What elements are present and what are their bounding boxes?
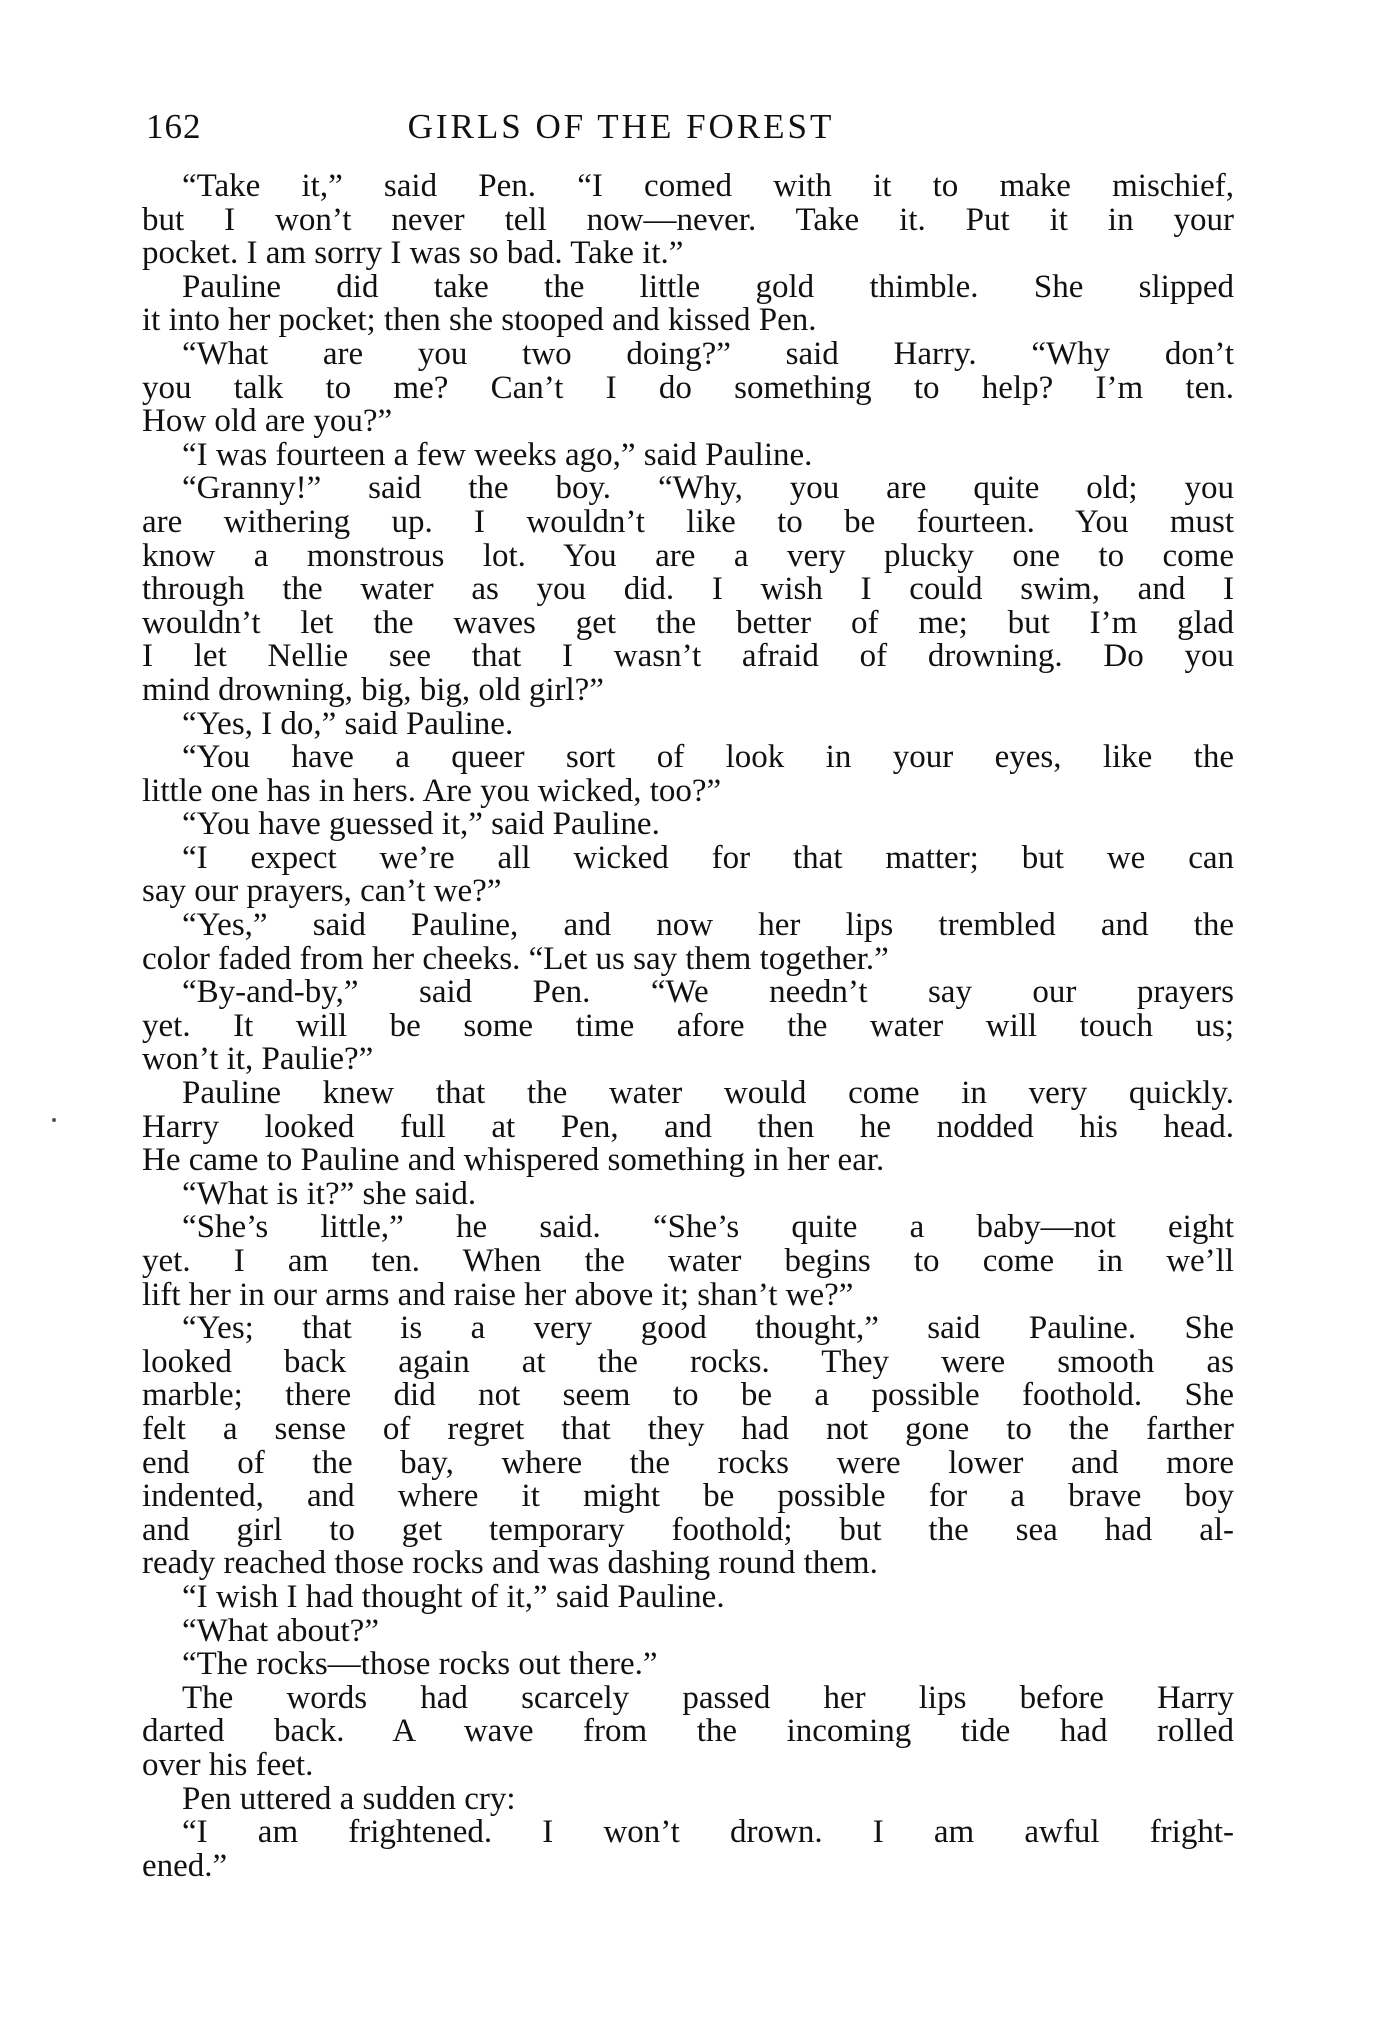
text-line: through the water as you did. I wish I could swim, and I bbox=[142, 573, 1234, 607]
text-line: looked back again at the rocks. They were smooth as bbox=[142, 1345, 1234, 1380]
text-line: little one has in hers. Are you wicked, too?” bbox=[142, 774, 722, 809]
text-line: “Yes, I do,” said Pauline. bbox=[182, 707, 514, 742]
text-line: ened.” bbox=[142, 1849, 228, 1884]
text-line: over his feet. bbox=[142, 1748, 314, 1783]
page-number: 162 bbox=[146, 107, 202, 146]
text-line: I let Nellie see that I wasn’t afraid of drowning. Do you bbox=[142, 640, 1234, 674]
text-line: Pen uttered a sudden cry: bbox=[182, 1782, 516, 1817]
text-line: darted back. A wave from the incoming tide had rolled bbox=[142, 1715, 1234, 1749]
text-line: “Yes,” said Pauline, and now her lips trembled and the bbox=[182, 909, 1234, 943]
text-line: say our prayers, can’t we?” bbox=[142, 875, 502, 910]
text-line: “I was fourteen a few weeks ago,” said Pauline. bbox=[182, 438, 813, 473]
text-line: are withering up. I wouldn’t like to be fourteen. You must bbox=[142, 505, 1234, 540]
text-line: “I expect we’re all wicked for that matter; but we can bbox=[182, 841, 1234, 876]
stray-ink-dot bbox=[52, 1118, 56, 1122]
text-line: pocket. I am sorry I was so bad. Take it.” bbox=[142, 237, 684, 271]
text-line: mind drowning, big, big, old girl?” bbox=[142, 673, 604, 708]
text-line: “Yes; that is a very good thought,” said Pauline. She bbox=[182, 1312, 1234, 1346]
text-line: wouldn’t let the waves get the better of me; but I’m glad bbox=[142, 606, 1234, 641]
text-line: know a monstrous lot. You are a very plucky one to come bbox=[142, 539, 1234, 574]
text-line: color faded from her cheeks. “Let us say them together.” bbox=[142, 942, 889, 977]
text-line: won’t it, Paulie?” bbox=[142, 1043, 374, 1078]
text-line: end of the bay, where the rocks were lower and more bbox=[142, 1446, 1234, 1481]
running-head bbox=[146, 102, 1236, 152]
text-line: it into her pocket; then she stooped and kissed Pen. bbox=[142, 304, 817, 338]
text-line: “I wish I had thought of it,” said Pauline. bbox=[182, 1580, 725, 1615]
running-title: GIRLS OF THE FOREST bbox=[407, 107, 835, 146]
text-line: “What are you two doing?” said Harry. “Why don’t bbox=[182, 337, 1234, 372]
text-line: “By-and-by,” said Pen. “We needn’t say our prayers bbox=[182, 976, 1234, 1010]
text-line: “She’s little,” he said. “She’s quite a baby—not eight bbox=[182, 1211, 1234, 1245]
text-line: you talk to me? Can’t I do something to help? I’m ten. bbox=[142, 371, 1234, 406]
body-text bbox=[142, 170, 1234, 1883]
text-line: Pauline did take the little gold thimble. She slipped bbox=[182, 270, 1234, 305]
text-line: “You have guessed it,” said Pauline. bbox=[182, 808, 660, 842]
text-line: indented, and where it might be possible for a brave boy bbox=[142, 1480, 1234, 1514]
text-line: “Granny!” said the boy. “Why, you are quite old; you bbox=[182, 472, 1234, 506]
text-line: and girl to get temporary foothold; but the sea had al- bbox=[142, 1513, 1234, 1548]
text-line: but I won’t never tell now—never. Take it. Put it in your bbox=[142, 203, 1234, 238]
text-line: Pauline knew that the water would come in very quickly. bbox=[182, 1077, 1234, 1111]
text-line: lift her in our arms and raise her above it; shan’t we?” bbox=[142, 1278, 854, 1313]
text-line: Harry looked full at Pen, and then he nodded his head. bbox=[142, 1110, 1234, 1145]
text-line: yet. I am ten. When the water begins to come in we’ll bbox=[142, 1245, 1234, 1279]
text-line: yet. It will be some time afore the water will touch us; bbox=[142, 1009, 1234, 1044]
text-line: “What about?” bbox=[182, 1614, 379, 1649]
text-line: “I am frightened. I won’t drown. I am awful fright- bbox=[182, 1816, 1234, 1850]
text-line: How old are you?” bbox=[142, 405, 393, 439]
text-line: “You have a queer sort of look in your eyes, like the bbox=[182, 741, 1234, 775]
text-line: “The rocks—those rocks out there.” bbox=[182, 1648, 658, 1682]
text-line: He came to Pauline and whispered something in her ear. bbox=[142, 1144, 885, 1178]
text-line: marble; there did not seem to be a possible foothold. She bbox=[142, 1379, 1234, 1413]
text-line: “Take it,” said Pen. “I comed with it to make mischief, bbox=[182, 170, 1234, 204]
text-line: ready reached those rocks and was dashing round them. bbox=[142, 1547, 878, 1581]
text-line: felt a sense of regret that they had not gone to the farther bbox=[142, 1412, 1234, 1447]
text-line: The words had scarcely passed her lips before Harry bbox=[182, 1681, 1234, 1716]
text-line: “What is it?” she said. bbox=[182, 1177, 477, 1212]
